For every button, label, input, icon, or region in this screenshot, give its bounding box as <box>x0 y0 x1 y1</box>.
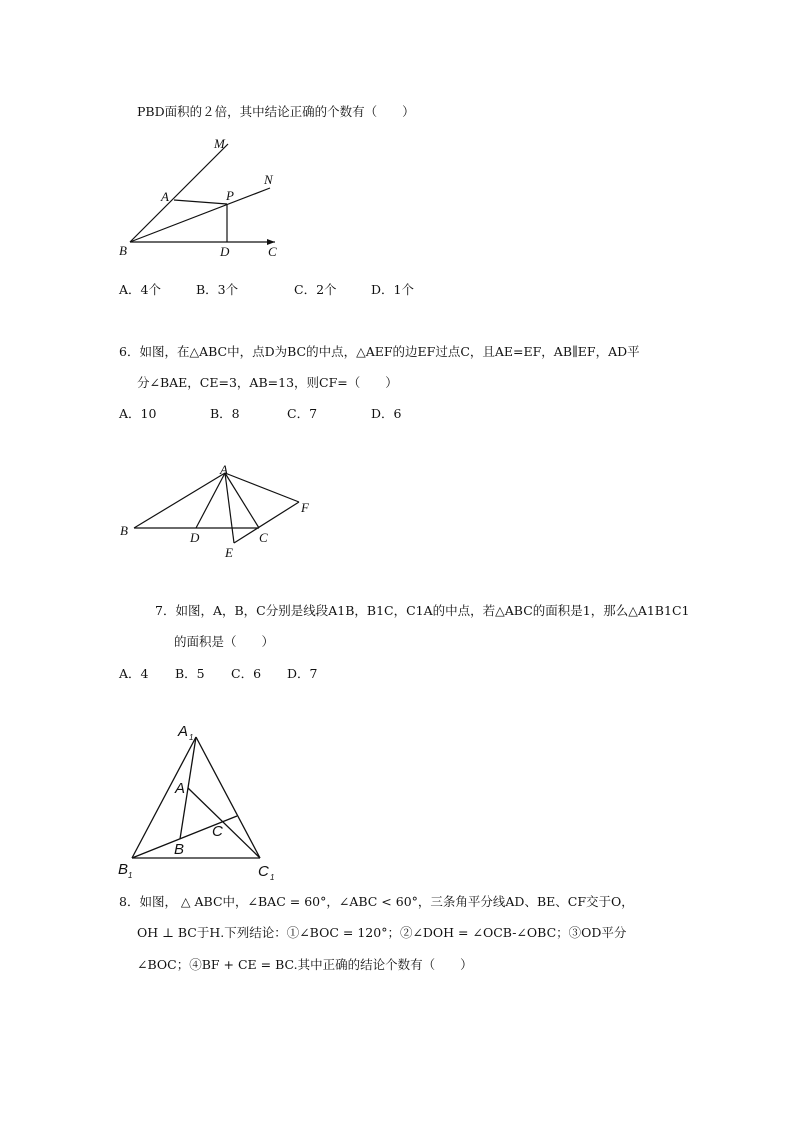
label-c1: C <box>258 863 269 880</box>
q5-figure <box>110 130 310 270</box>
label-n: N <box>264 172 273 187</box>
q6-line2: 分∠BAE，CE=3，AB=13，则CF=（ ） <box>137 375 398 390</box>
label-c: C <box>212 823 223 840</box>
q6-option-d: D．6 <box>371 406 402 421</box>
q6-line1: 6．如图，在△ABC中，点D为BC的中点，△AEF的边EF过点C，且AE=EF，AB∥EF，AD平 <box>119 344 640 359</box>
q8-line3: ∠BOC；④BF + CE = BC.其中正确的结论个数有（ ） <box>137 957 473 972</box>
q6-option-b: B．8 <box>210 406 240 421</box>
label-a: A <box>175 780 186 797</box>
q7-line1: 7．如图，A，B，C分别是线段A1B，B1C，C1A的中点，若△ABC的面积是1，那么△A1B1C1 <box>155 603 690 618</box>
label-b1: B <box>118 861 129 878</box>
q7-option-b: B．5 <box>175 666 205 681</box>
q7-line2: 的面积是（ ） <box>174 634 275 649</box>
q8-line1: 8．如图， △ ABC中，∠BAC = 60°，∠ABC < 60°，三条角平分线AD、BE、CF交于O， <box>119 894 634 909</box>
q6-figure <box>112 458 332 568</box>
label-a1: A <box>178 723 189 740</box>
label-b: B <box>174 841 185 858</box>
label-d: D <box>220 244 230 259</box>
q5-option-b: B．3个 <box>196 282 239 297</box>
q7-figure <box>112 712 302 882</box>
label-b: B <box>120 523 128 538</box>
label-a: A <box>220 462 228 477</box>
label-d: D <box>190 530 200 545</box>
label-p: P <box>226 188 234 203</box>
label-c1-sub: 1 <box>270 873 275 882</box>
q5-text: PBD面积的２倍，其中结论正确的个数有（ ） <box>137 104 415 119</box>
label-a: A <box>161 189 169 204</box>
label-c: C <box>259 530 268 545</box>
q5-option-a: A．4个 <box>119 282 161 297</box>
q8-line2: OH ⊥ BC于H.下列结论：①∠BOC = 120°；②∠DOH = ∠OCB-∠OBC；③OD平分 <box>137 925 627 940</box>
q6-option-a: A．10 <box>119 406 157 421</box>
q7-option-d: D．7 <box>287 666 318 681</box>
label-b1-sub: 1 <box>128 871 133 880</box>
q5-option-d: D．1个 <box>371 282 414 297</box>
label-c: C <box>268 244 277 259</box>
label-m: M <box>214 136 225 151</box>
label-e: E <box>225 545 233 560</box>
q7-option-a: A．4 <box>119 666 149 681</box>
q6-option-c: C．7 <box>287 406 318 421</box>
label-b: B <box>119 243 127 258</box>
label-a1-sub: 1 <box>189 733 194 742</box>
label-f: F <box>301 500 309 515</box>
q7-option-c: C．6 <box>231 666 262 681</box>
q5-option-c: C．2个 <box>294 282 337 297</box>
